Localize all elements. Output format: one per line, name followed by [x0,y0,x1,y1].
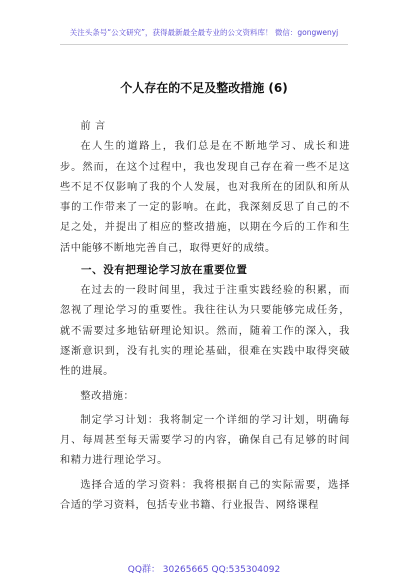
measure-item: 制定学习计划：我将制定一个详细的学习计划，明确每月、每周甚至每天需要学习的内容，确保自己有足够的时间和精力进行理论学习。 [60,414,350,467]
preface-heading: 前 言 [80,121,106,132]
footer-contact: QQ群： 30265665 QQ:535304092 [127,565,281,575]
document-title: 个人存在的不足及整改措施 (6) [120,81,288,95]
document-body [60,117,350,516]
header-note: 关注头条号“公文研究”，获得最新最全最专业的公文资料库！ 微信：gongwenyj [69,28,339,37]
intro-paragraph: 在人生的道路上，我们总是在不断地学习、成长和进步。然而，在这个过程中，我也发现自己存在着一些不足这些不足不仅影响了我的个人发展，也对我所在的团队和所从事的工作带来了一定的影响。在此，我深刻反思了自己的不足之处，并提出了相应的整改措施，以期在今后的工作和生活中能够不断地完善自己，取得更好的成绩。 [60,141,350,254]
section-heading: 一、没有把理论学习放在重要位置 [81,264,248,277]
measures-label: 整改措施： [80,390,135,402]
measure-item: 选择合适的学习资料：我将根据自己的实际需要，选择合适的学习资料，包括专业书籍、行业报告、网络课程 [60,479,350,512]
header-divider [60,44,348,45]
section-paragraph: 在过去的一段时间里，我过于注重实践经验的积累，而忽视了理论学习的重要性。我往往认为只要能够完成任务，就不需要过多地钻研理论知识。然而，随着工作的深入，我逐渐意识到，没有扎实的理论基础，很难在实践中取得突破性的进展。 [60,285,350,378]
